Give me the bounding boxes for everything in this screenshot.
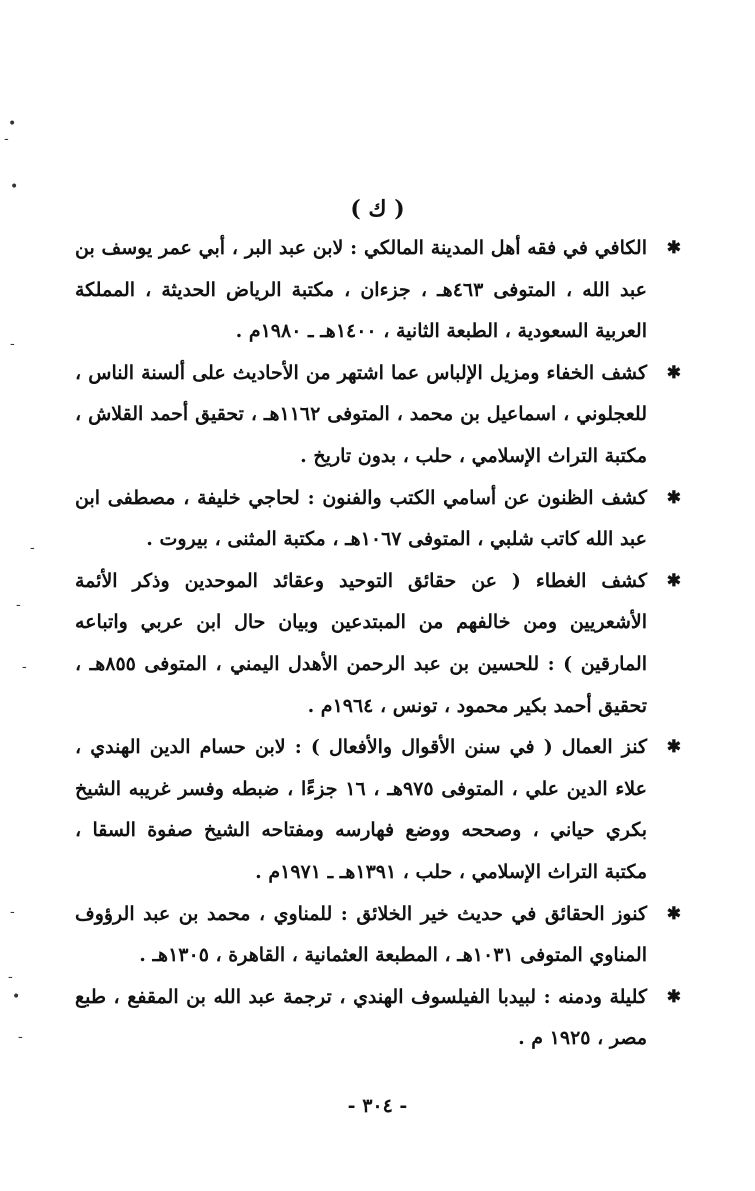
star-bullet-icon: ✱ [666, 238, 681, 258]
scan-speck: - [8, 969, 13, 985]
scan-speck: - [18, 1029, 23, 1045]
entry-text: كنوز الحقائق في حديث خير الخلائق : للمناوي ، محمد بن عبد الرؤوف المناوي المتوفى ١٠٣١هـ ، المطبعة العثمانية ، القاهرة ، ١٣٠٥هـ . [75, 902, 647, 967]
entry-text: كنز العمال ( في سنن الأقوال والأفعال ) : لابن حسام الدين الهندي ، علاء الدين علي ، المتوفى ٩٧٥هـ ، ١٦ جزءًا ، ضبطه وفسر غريبه الشيخ بكري حياني ، وصححه ووضع فهارسه ومفتاحه الشيخ صفوة السقا ، مكتبة التراث الإسلامي ، حلب ، ١٣٩١هـ ـ ١٩٧١م . [75, 736, 647, 883]
scan-speck: - [10, 904, 15, 920]
bibliography-entry [75, 894, 685, 977]
entry-text: كشف الغطاء ( عن حقائق التوحيد وعقائد الموحدين وذكر الأئمة الأشعريين ومن خالفهم من المبتدعين وبيان حال ابن عربي واتباعه المارقين ) : للحسين بن عبد الرحمن الأهدل اليمني ، المتوفى ٨٥٥هـ ، تحقيق أحمد بكير محمود ، تونس ، ١٩٦٤م . [75, 569, 648, 717]
star-bullet-icon: ✱ [666, 487, 681, 508]
star-bullet-icon: ✱ [666, 570, 681, 591]
star-bullet-icon: ✱ [666, 737, 681, 758]
entry-text: كليلة ودمنه : لبيدبا الفيلسوف الهندي ، ترجمة عبد الله بن المقفع ، طبع مصر ، ١٩٢٥ م . [75, 985, 647, 1050]
bibliography-entry [75, 727, 685, 893]
bibliography-list [75, 228, 685, 1060]
star-bullet-icon: ✱ [666, 986, 681, 1007]
scan-speck: - [30, 540, 35, 556]
bibliography-entry [75, 561, 685, 727]
scan-speck: - [22, 659, 27, 675]
bibliography-entry [75, 977, 685, 1060]
scan-speck: - [10, 336, 15, 352]
star-bullet-icon: ✱ [666, 362, 681, 383]
entry-text: كشف الظنون عن أسامي الكتب والفنون : لحاجي خليفة ، مصطفى ابن عبد الله كاتب شلبي ، المتوفى ١٠٦٧هـ ، مكتبة المثنى ، بيروت . [75, 486, 647, 551]
bibliography-entry [75, 478, 685, 561]
bibliography-entry [75, 353, 685, 478]
scan-speck: • [8, 116, 17, 132]
entry-text: كشف الخفاء ومزيل الإلباس عما اشتهر من الأحاديث على ألسنة الناس ، للعجلوني ، اسماعيل بن محمد ، المتوفى ١١٦٢هـ ، تحقيق أحمد القلاش ، مكتبة التراث الإسلامي ، حلب ، بدون تاريخ . [75, 361, 647, 467]
page-number: - ٣٠٤ - [347, 1095, 408, 1117]
entry-text: الكافي في فقه أهل المدينة المالكي : لابن عبد البر ، أبي عمر يوسف بن عبد الله ، المتوفى ٤٦٣هـ ، جزءان ، مكتبة الرياض الحديثة ، المملكة العربية السعودية ، الطبعة الثانية ، ١٤٠٠هـ ـ ١٩٨٠م . [75, 237, 647, 343]
section-letter-heading: ( ك ) [350, 196, 405, 222]
scan-speck: - [16, 597, 21, 613]
star-bullet-icon: ✱ [666, 903, 681, 924]
scan-speck: • [10, 179, 19, 195]
bibliography-entry [75, 228, 685, 353]
scan-speck: • [12, 989, 21, 1005]
scan-speck: - [4, 131, 9, 147]
